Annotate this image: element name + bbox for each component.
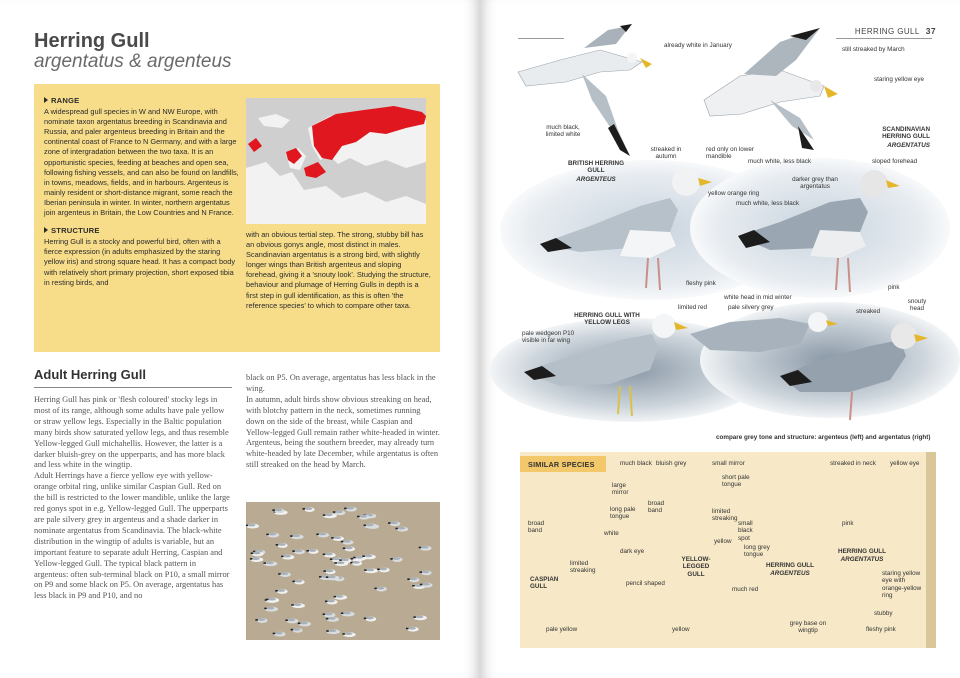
annotation: yellow orange ring (708, 190, 760, 197)
page-number: 37 (925, 26, 936, 36)
annotation: darker grey than argentatus (792, 176, 838, 191)
caption-herring-argenteus-taxon: ARGENTEUS (770, 570, 810, 577)
plate-label: streaked in neck (830, 460, 876, 467)
range-map (246, 98, 426, 224)
plate-label: much red (732, 586, 759, 593)
caption-scandinavian: SCANDINAVIAN HERRING GULL (882, 126, 930, 141)
running-head: HERRING GULL 37 (854, 26, 936, 36)
annotation: still streaked by March (842, 46, 905, 53)
caption-yellow-legged: YELLOW-LEGGED GULL (681, 556, 711, 578)
annotation: staring yellow eye (874, 76, 925, 83)
annotation: sloped forehead (872, 158, 918, 165)
plate-label: pink (842, 520, 854, 527)
plate-label: limited streaking (570, 560, 596, 575)
annotation: much white, less black (736, 200, 799, 207)
plate-label: broad band (528, 520, 545, 535)
triangle-bullet-icon (44, 97, 48, 103)
caption-scandinavian-taxon: ARGENTATUS (887, 142, 930, 149)
annotation: much white, less black (748, 158, 811, 165)
structure-continued: with an obvious tertial step. The strong, stubby bill has an obvious gonys angle, most distinct in males. (246, 230, 424, 250)
plate-label: small mirror (712, 460, 745, 467)
plate-label: large mirror (612, 482, 629, 497)
annotation: streaked (856, 308, 881, 315)
adult-body-column-1 (34, 395, 232, 602)
plate-label: dark eye (620, 548, 645, 555)
flock-gull (263, 561, 277, 566)
running-head-rule (518, 38, 564, 39)
range-heading: RANGE (44, 96, 240, 106)
structure-continued-2: Scandinavian argentatus is a strong bird, with slightly longer wings than British argenteus and sloping forehead, giving it a 'snouty look'. Studying the structure, behaviour and plumage of Herring Gulls in depth is a first step in gull identification, as this is often 'the reference species' to which to compare other taxa. (246, 250, 431, 310)
plate-label: yellow (672, 626, 690, 633)
adult-body-column-2 (246, 373, 440, 471)
annotation: pale silvery grey (728, 304, 774, 311)
plate-label: staring yellow eye with orange-yellow ring (882, 570, 922, 600)
annotation: streaked in autumn (650, 146, 682, 161)
caption-british-taxon: ARGENTEUS (576, 176, 616, 183)
plate-strip (926, 452, 936, 648)
annotation: fleshy pink (686, 280, 716, 287)
plate-label: pencil shaped (626, 580, 665, 587)
plate-label: yellow (714, 538, 732, 545)
annotation: white head in mid winter (724, 294, 792, 301)
adult-paragraph-3: black on P5. On average, argentatus has less black in the wing. (246, 373, 436, 393)
plate-label: long grey tongue (744, 544, 770, 559)
plate-label: grey base on wingtip (789, 620, 827, 635)
plate-label: long pale tongue (610, 506, 636, 521)
caption-herring-argentatus: HERRING GULL (838, 548, 886, 555)
comparison-caption: compare grey tone and structure: argenteus (left) and argentatus (right) (716, 434, 931, 441)
page-subtitle: argentatus & argenteus (34, 51, 232, 72)
plate-label: white (604, 530, 619, 537)
plate-label: much black (620, 460, 652, 467)
page-title: Herring Gull (34, 30, 150, 52)
range-text: A widespread gull species in W and NW Europe, with nominate taxon argentatus breeding in Scandinavia and Russia, and paler argenteus breeding in Britain and the continental coast of France to N Germany, and with a large zone of intergradation between the two taxa. It is an opportunistic species, feeding at beaches and open sea, following fishing vessels, and can also be found on landfills, in towns, meadows, fields, and in harbours. Argenteus is mainly resident or short-distance migrant, some reach the Iberian peninsula in winter. In winter, northern argentatus join argenteus in Britain, the Low Countries and N France. (44, 107, 239, 218)
range-structure-box (34, 84, 440, 352)
plate-label: fleshy pink (866, 626, 896, 633)
caption-british: BRITISH HERRING GULL (568, 160, 624, 175)
flock-gull (323, 513, 337, 518)
plate-label: bluish grey (656, 460, 687, 467)
adult-paragraph-1: Herring Gull has pink or 'flesh coloured' stocky legs in most of its range, although some adults have pale yellow or straw yellow legs. Especially in the Baltic population many birds show saturated yellow legs, and thus resemble Yellow-legged Gull michahellis. However, the latter is a darker bluish-grey on the upperparts, and has more black and less white in the wingtip. (34, 395, 229, 470)
caption-yellow-legs: HERRING GULL WITH YELLOW LEGS (574, 312, 640, 327)
heading-rule (34, 387, 232, 388)
caption-herring-argentatus-taxon: ARGENTATUS (840, 556, 884, 563)
plate-label: small black spot (738, 520, 753, 542)
annotation: limited red (678, 304, 708, 311)
triangle-bullet-icon (44, 227, 48, 233)
annotation: pale wedgeon P10 visible in far wing (522, 330, 575, 345)
structure-heading: STRUCTURE (44, 226, 240, 236)
annotation: much black, limited white (545, 124, 581, 139)
annotation: pink (888, 284, 900, 291)
plate-label: limited streaking (712, 508, 738, 523)
caption-caspian: CASPIAN GULL (530, 576, 559, 591)
gull-flock-photo (246, 502, 440, 640)
caption-herring-argenteus: HERRING GULL (766, 562, 814, 569)
annotation: red only on lower mandible (706, 146, 754, 161)
plate-label: pale yellow (546, 626, 578, 633)
plate-label: yellow eye (890, 460, 920, 467)
annotation: already white in January (664, 42, 732, 49)
adult-paragraph-2: Adult Herrings have a fierce yellow eye with yellow-orange orbital ring, unlike similar Caspian Gull. Red on the bill is restricted to the lower mandible, unlike the large red gonys spot in e.g. Yellow-legged Gull. The upperparts are pale silvery grey in argenteus and a shade darker in nominate argentatus from Scandinavia. The black-white distribution in the wingtip of adults is variable, but an important feature to separate adult Herring, Caspian and Yellow-legged Gull. The typical black pattern in argenteus: often sub-terminal black on P10, a small mirror on P9 and some black on P5. On average, argentatus has less black in P9 and P10, and no (34, 471, 230, 601)
similar-species-heading: SIMILAR SPECIES (520, 456, 606, 472)
structure-text: Herring Gull is a stocky and powerful bird, often with a fierce expression (in adults emphasized by the staring yellow iris) and strong square head. It has a compact body with relatively short primary projection, short exposed tibia in resting birds, and (44, 237, 236, 287)
running-head-rule (836, 38, 932, 39)
infobox-column-1 (44, 96, 240, 288)
plate-label: stubby (874, 610, 893, 617)
plate-label: broad band (648, 500, 665, 515)
infobox-column-2 (246, 230, 432, 311)
adult-paragraph-4: In autumn, adult birds show obvious streaking on head, with blotchy pattern in the neck, sometimes running down on the side of the breast, while Caspian and Yellow-legged Gull remain rather white-headed in winter. Argenteus, being the southern breeder, may already turn white-headed by late December, while argentatus is often still streaked on the head by March. (246, 394, 440, 470)
plate-label: short pale tongue (722, 474, 750, 489)
annotation: snouty head (907, 298, 927, 313)
adult-heading: Adult Herring Gull (34, 367, 146, 382)
